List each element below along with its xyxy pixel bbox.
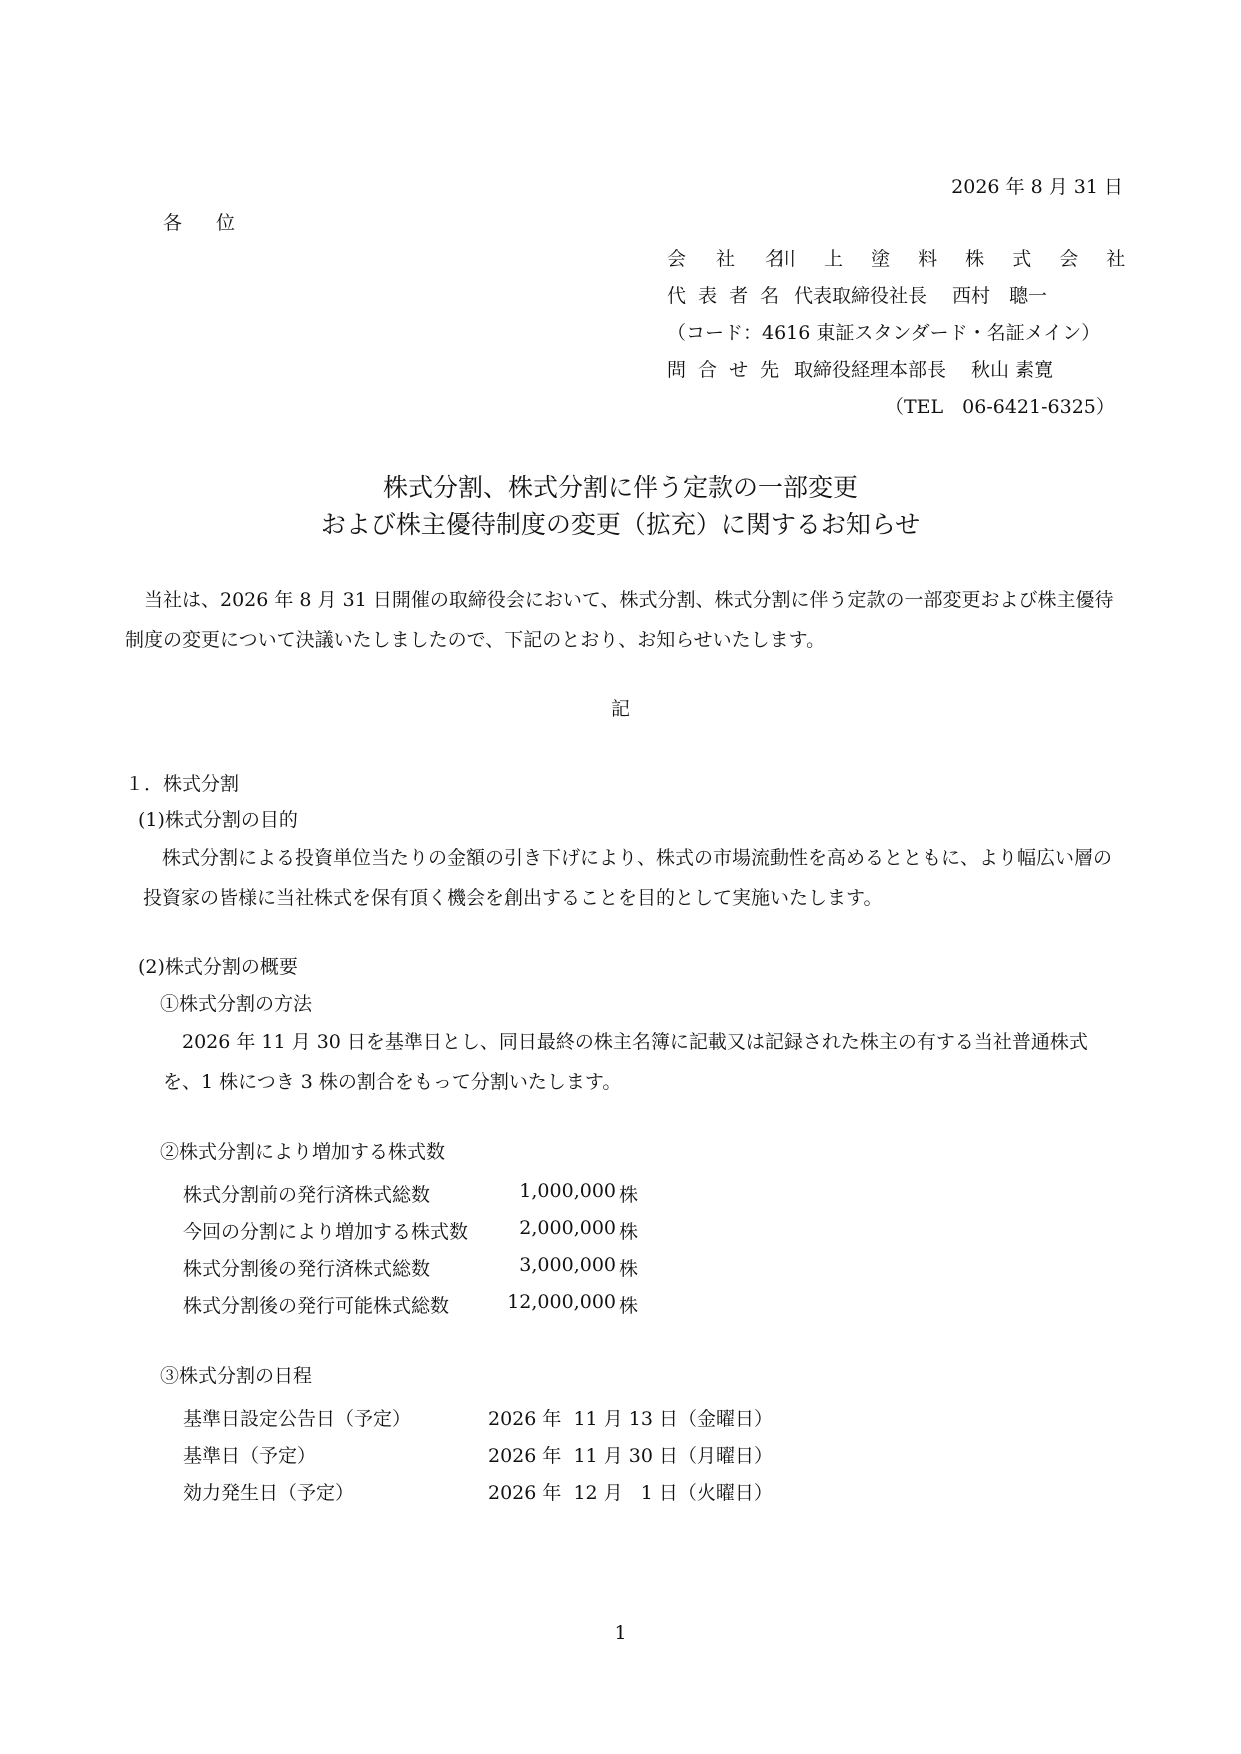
schedule-heading: ③株式分割の日程	[160, 1365, 313, 1387]
document-title-line2: および株主優待制度の変更（拡充）に関するお知らせ	[320, 510, 921, 539]
company-name-row	[667, 248, 1137, 287]
company-name-value: 川 上 塗 料 株 式 会 社	[777, 248, 1137, 270]
shares-unit: 株	[619, 1184, 639, 1206]
ki-heading: 記	[610, 698, 630, 720]
representative-row	[667, 287, 1127, 324]
representative-value: 代表取締役社長 西村 聰一	[794, 285, 1048, 307]
increase-heading: ②株式分割により増加する株式数	[160, 1141, 446, 1163]
shares-value: 3,000,000	[519, 1254, 616, 1276]
addressee: 各 位	[163, 212, 250, 234]
shares-value: 2,000,000	[519, 1217, 616, 1239]
contact-value: 取締役経理本部長 秋山 素寛	[794, 359, 1054, 381]
schedule-label: 基準日設定公告日（予定）	[183, 1408, 412, 1430]
page-number: 1	[614, 1622, 627, 1644]
shares-label: 今回の分割により増加する株式数	[183, 1221, 469, 1243]
shares-value: 1,000,000	[519, 1180, 616, 1202]
tel-row	[667, 398, 1127, 435]
stock-code: （コード：4616 東証スタンダード・名証メイン）	[667, 322, 1101, 344]
purpose-heading: (1)株式分割の目的	[138, 809, 298, 831]
intro-paragraph: 当社は、2026 年 8 月 31 日開催の取締役会において、株式分割、株式分割に伴う定款の一部変更および株主優待制度の変更について決議いたしましたので、下記のとおり、お知らせいたします。	[125, 589, 1114, 651]
method-heading: ①株式分割の方法	[160, 993, 313, 1015]
section1-heading: １．株式分割	[125, 773, 240, 795]
document-date: 2026 年 8 月 31 日	[951, 176, 1123, 198]
document-title-line1: 株式分割、株式分割に伴う定款の一部変更	[382, 473, 858, 502]
shares-label: 株式分割前の発行済株式総数	[183, 1184, 431, 1206]
shares-unit: 株	[619, 1295, 639, 1317]
telephone: （TEL 06-6421-6325）	[885, 396, 1115, 418]
shares-label: 株式分割後の発行済株式総数	[183, 1258, 431, 1280]
company-info-block	[667, 248, 1137, 435]
contact-row	[667, 361, 1127, 398]
shares-label: 株式分割後の発行可能株式総数	[183, 1295, 450, 1317]
schedule-date: 2026 年 11 月 30 日（月曜日）	[488, 1445, 773, 1467]
overview-heading: (2)株式分割の概要	[138, 956, 298, 978]
representative-label: 代 表 者 名	[667, 285, 783, 307]
method-paragraph: 2026 年 11 月 30 日を基準日とし、同日最終の株主名簿に記載又は記録された株主の有する当社普通株式を、1 株につき 3 株の割合をもって分割いたします。	[163, 1031, 1088, 1093]
contact-label: 問 合 せ 先	[667, 359, 783, 381]
stock-code-row	[667, 324, 1127, 361]
shares-value: 12,000,000	[507, 1291, 616, 1313]
shares-unit: 株	[619, 1221, 639, 1243]
purpose-paragraph: 株式分割による投資単位当たりの金額の引き下げにより、株式の市場流動性を高めるとともに、より幅広い層の投資家の皆様に当社株式を保有頂く機会を創出することを目的として実施いたします。	[143, 847, 1113, 909]
schedule-label: 効力発生日（予定）	[183, 1482, 355, 1504]
schedule-date: 2026 年 11 月 13 日（金曜日）	[488, 1408, 773, 1430]
company-name-label: 会 社 名	[667, 248, 797, 270]
schedule-label: 基準日（予定）	[183, 1445, 317, 1467]
schedule-date: 2026 年 12 月 1 日（火曜日）	[488, 1482, 773, 1504]
shares-unit: 株	[619, 1258, 639, 1280]
